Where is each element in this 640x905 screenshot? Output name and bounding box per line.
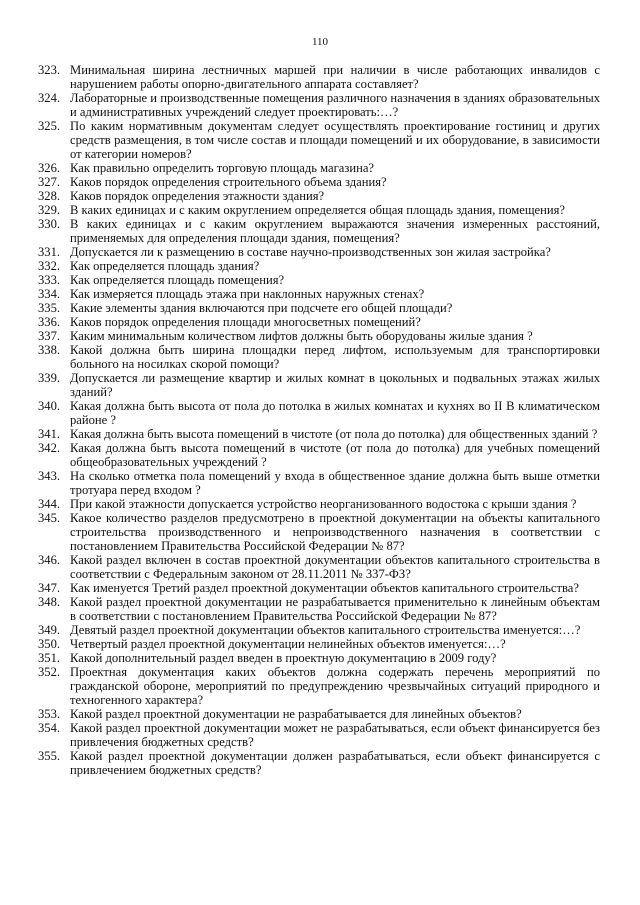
question-item [38, 273, 600, 287]
question-number: 333. [38, 273, 61, 287]
question-number: 353. [38, 707, 61, 721]
question-item [38, 315, 600, 329]
question-item [38, 161, 600, 175]
question-number: 331. [38, 245, 61, 259]
question-number: 329. [38, 203, 61, 217]
question-number: 347. [38, 581, 61, 595]
question-text: Каков порядок определения строительного объема здания? [70, 175, 387, 189]
question-number: 344. [38, 497, 61, 511]
question-text: Какой раздел проектной документации может не разрабатываться, если объект финансируется без привлечения бюджетных средств? [70, 721, 600, 749]
question-number: 336. [38, 315, 61, 329]
question-list [38, 63, 600, 777]
question-number: 348. [38, 595, 61, 609]
question-text: Лабораторные и производственные помещения различного назначения в зданиях образовательных и административных учреждений следует проектировать:…? [70, 91, 600, 119]
question-text: Какие элементы здания включаются при подсчете его общей площади? [70, 301, 453, 315]
question-item [38, 343, 600, 371]
question-item [38, 91, 600, 119]
question-item [38, 119, 600, 161]
question-text: На сколько отметка пола помещений у входа в общественное здание должна быть выше отметки тротуара перед входом ? [70, 469, 600, 497]
question-number: 334. [38, 287, 61, 301]
question-text: По каким нормативным документам следует осуществлять проектирование гостиниц и других средств размещения, в том числе состав и площади помещений и их оборудование, в зависимости от категории номеров? [70, 119, 600, 161]
question-text: Какая должна быть высота от пола до потолка в жилых комнатах и кухнях во II В климатическом районе ? [70, 399, 600, 427]
question-text: Какой раздел проектной документации не разрабатывается для линейных объектов? [70, 707, 522, 721]
question-text: Какой должна быть ширина площадки перед лифтом, используемым для транспортировки больного на носилках скорой помощи? [70, 343, 600, 371]
question-number: 326. [38, 161, 61, 175]
question-number: 323. [38, 63, 61, 77]
question-item [38, 399, 600, 427]
page-number: 110 [311, 36, 329, 48]
question-item [38, 707, 600, 721]
question-text: Девятый раздел проектной документации объектов капитального строительства именуется:…? [70, 623, 581, 637]
question-item [38, 721, 600, 749]
question-item [38, 259, 600, 273]
question-number: 355. [38, 749, 61, 763]
question-number: 327. [38, 175, 61, 189]
question-item [38, 287, 600, 301]
question-item [38, 329, 600, 343]
question-number: 345. [38, 511, 61, 525]
question-item [38, 623, 600, 637]
question-number: 324. [38, 91, 61, 105]
question-number: 342. [38, 441, 61, 455]
question-number: 352. [38, 665, 61, 679]
question-text: Каков порядок определения этажности здания? [70, 189, 325, 203]
question-item [38, 665, 600, 707]
question-text: Как правильно определить торговую площадь магазина? [70, 161, 375, 175]
question-item [38, 553, 600, 581]
question-text: При какой этажности допускается устройство неорганизованного водостока с крыши здания ? [70, 497, 577, 511]
question-number: 341. [38, 427, 61, 441]
question-item [38, 595, 600, 623]
question-item [38, 511, 600, 553]
question-number: 339. [38, 371, 61, 385]
question-item [38, 469, 600, 497]
question-text: Какой раздел проектной документации должен разрабатываться, если объект финансируется с привлечением бюджетных средств? [70, 749, 600, 777]
question-text: Какая должна быть высота помещений в чистоте (от пола до потолка) для учебных помещений общеобразовательных учреждений ? [70, 441, 600, 469]
question-text: Какой раздел проектной документации не разрабатывается применительно к линейным объектам в соответствии с постановлением Правительства Российской Федерации № 87? [70, 595, 600, 623]
question-number: 330. [38, 217, 61, 231]
question-text: В каких единицах и с каким округлением определяется общая площадь здания, помещения? [70, 203, 566, 217]
question-number: 350. [38, 637, 61, 651]
question-number: 335. [38, 301, 61, 315]
question-number: 346. [38, 553, 61, 567]
question-text: Как измеряется площадь этажа при наклонных наружных стенах? [70, 287, 425, 301]
question-text: Как именуется Третий раздел проектной документации объектов капитального строительства? [70, 581, 579, 595]
question-item [38, 637, 600, 651]
question-item [38, 189, 600, 203]
question-text: Каким минимальным количеством лифтов должны быть оборудованы жилые здания ? [70, 329, 533, 343]
question-number: 332. [38, 259, 61, 273]
question-text: Какое количество разделов предусмотрено в проектной документации на объекты капитального строительства производственного и непроизводственного назначения в соответствии с постановлением Правительства Российской Федерации № 87? [70, 511, 600, 553]
question-item [38, 497, 600, 511]
question-item [38, 441, 600, 469]
question-number: 351. [38, 651, 61, 665]
question-text: Допускается ли к размещению в составе научно-производственных зон жилая застройка? [70, 245, 551, 259]
question-number: 337. [38, 329, 61, 343]
question-number: 343. [38, 469, 61, 483]
question-item [38, 63, 600, 91]
question-text: Минимальная ширина лестничных маршей при наличии в числе работающих инвалидов с нарушением работы опорно-двигательного аппарата составляет? [70, 63, 600, 91]
question-item [38, 651, 600, 665]
question-number: 340. [38, 399, 61, 413]
question-text: Четвертый раздел проектной документации нелинейных объектов именуется:…? [70, 637, 506, 651]
question-text: Какой раздел включен в состав проектной документации объектов капитального строительства в соответствии с Федеральным законом от 28.11.2011 № 337-ФЗ? [70, 553, 600, 581]
question-text: Каков порядок определения площади многосветных помещений? [70, 315, 421, 329]
question-text: В каких единицах и с каким округлением выражаются значения измеренных расстояний, применяемых для определения площади здания, помещения? [70, 217, 600, 245]
question-text: Допускается ли размещение квартир и жилых комнат в цокольных и подвальных этажах жилых зданий? [70, 371, 600, 399]
question-item [38, 371, 600, 399]
question-item [38, 245, 600, 259]
question-number: 338. [38, 343, 61, 357]
question-item [38, 301, 600, 315]
question-text: Как определяется площадь помещения? [70, 273, 285, 287]
question-text: Какой дополнительный раздел введен в проектную документацию в 2009 году? [70, 651, 497, 665]
question-number: 325. [38, 119, 61, 133]
question-number: 354. [38, 721, 61, 735]
question-item [38, 217, 600, 245]
question-number: 349. [38, 623, 61, 637]
question-number: 328. [38, 189, 61, 203]
question-item [38, 175, 600, 189]
question-item [38, 203, 600, 217]
question-item [38, 581, 600, 595]
question-item [38, 427, 600, 441]
question-text: Проектная документация каких объектов должна содержать перечень мероприятий по гражданской обороне, мероприятий по предупреждению чрезвычайных ситуаций природного и техногенного характера? [70, 665, 600, 707]
question-text: Какая должна быть высота помещений в чистоте (от пола до потолка) для общественных зданий ? [70, 427, 598, 441]
question-text: Как определяется площадь здания? [70, 259, 260, 273]
question-item [38, 749, 600, 777]
